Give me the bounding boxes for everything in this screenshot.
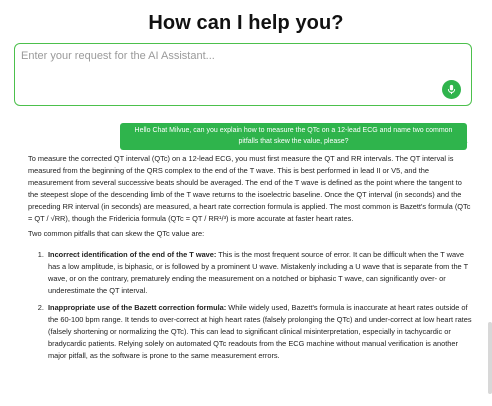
pitfalls-list bbox=[28, 249, 474, 361]
microphone-icon bbox=[446, 84, 457, 95]
assistant-request-input[interactable] bbox=[21, 50, 441, 94]
check-icon bbox=[460, 140, 468, 148]
pitfall-title: Incorrect identification of the end of the T wave: bbox=[48, 250, 217, 260]
pitfall-item bbox=[46, 249, 474, 297]
pitfall-title: Inappropriate use of the Bazett correction formula: bbox=[48, 302, 227, 312]
assistant-response bbox=[28, 153, 474, 367]
scrollbar-thumb[interactable] bbox=[488, 322, 492, 394]
response-intro: To measure the corrected QT interval (QTc) on a 12-lead ECG, you must first measure the QT and RR intervals. The QT interval is measured from the beginning of the QRS complex to the end of the T wave. This is best performed in lead II or V5, and the measurement from several successive beats should be averaged. The end of the T wave is defined as the point where the tangent to the steepest slope of the descending limb of the T wave returns to the isoelectric baseline. Once the QT interval (in seconds) and the preceding RR interval (in seconds) are measured, a heart rate correction formula is applied. The most common is Bazett's formula (QTc = QT / √RR), though the Fridericia formula (QTc = QT / RR¹/³) is more accurate at faster heart rates. bbox=[28, 154, 471, 223]
user-message-bubble: Hello Chat Milvue, can you explain how to measure the QTc on a 12-lead ECG and name two common pitfalls that skew the value, please? bbox=[120, 123, 467, 150]
assistant-request-input-container[interactable] bbox=[14, 43, 472, 106]
microphone-button[interactable] bbox=[442, 80, 461, 99]
pitfalls-intro: Two common pitfalls that can skew the QTc value are: bbox=[28, 229, 205, 239]
pitfall-text: While widely used, Bazett's formula is inaccurate at heart rates outside of the 60-100 bpm range. It tends to over-correct at high heart rates (falsely prolonging the QTc) and under-correct at low heart rates (falsely shortening or normalizing the QTc). This can lead to significant clinical misinterpretation, especially in tachycardic or bradycardic patients. Relying solely on automated QTc readouts from the ECG machine without manual verification is another major pitfall, as the software is prone to the same measurement errors. bbox=[48, 302, 472, 360]
pitfall-item bbox=[46, 302, 474, 362]
page-title: How can I help you? bbox=[148, 12, 344, 34]
pitfall-text: This is the most frequent source of error. It can be difficult when the T wave has a low amplitude, is biphasic, or is followed by a prominent U wave. Mistakenly including a U wave that is separate from the T wave, or on the contrary, prematurely ending the measurement on a notched or biphasic T wave, can significantly over- or underestimate the QT interval. bbox=[48, 250, 468, 296]
